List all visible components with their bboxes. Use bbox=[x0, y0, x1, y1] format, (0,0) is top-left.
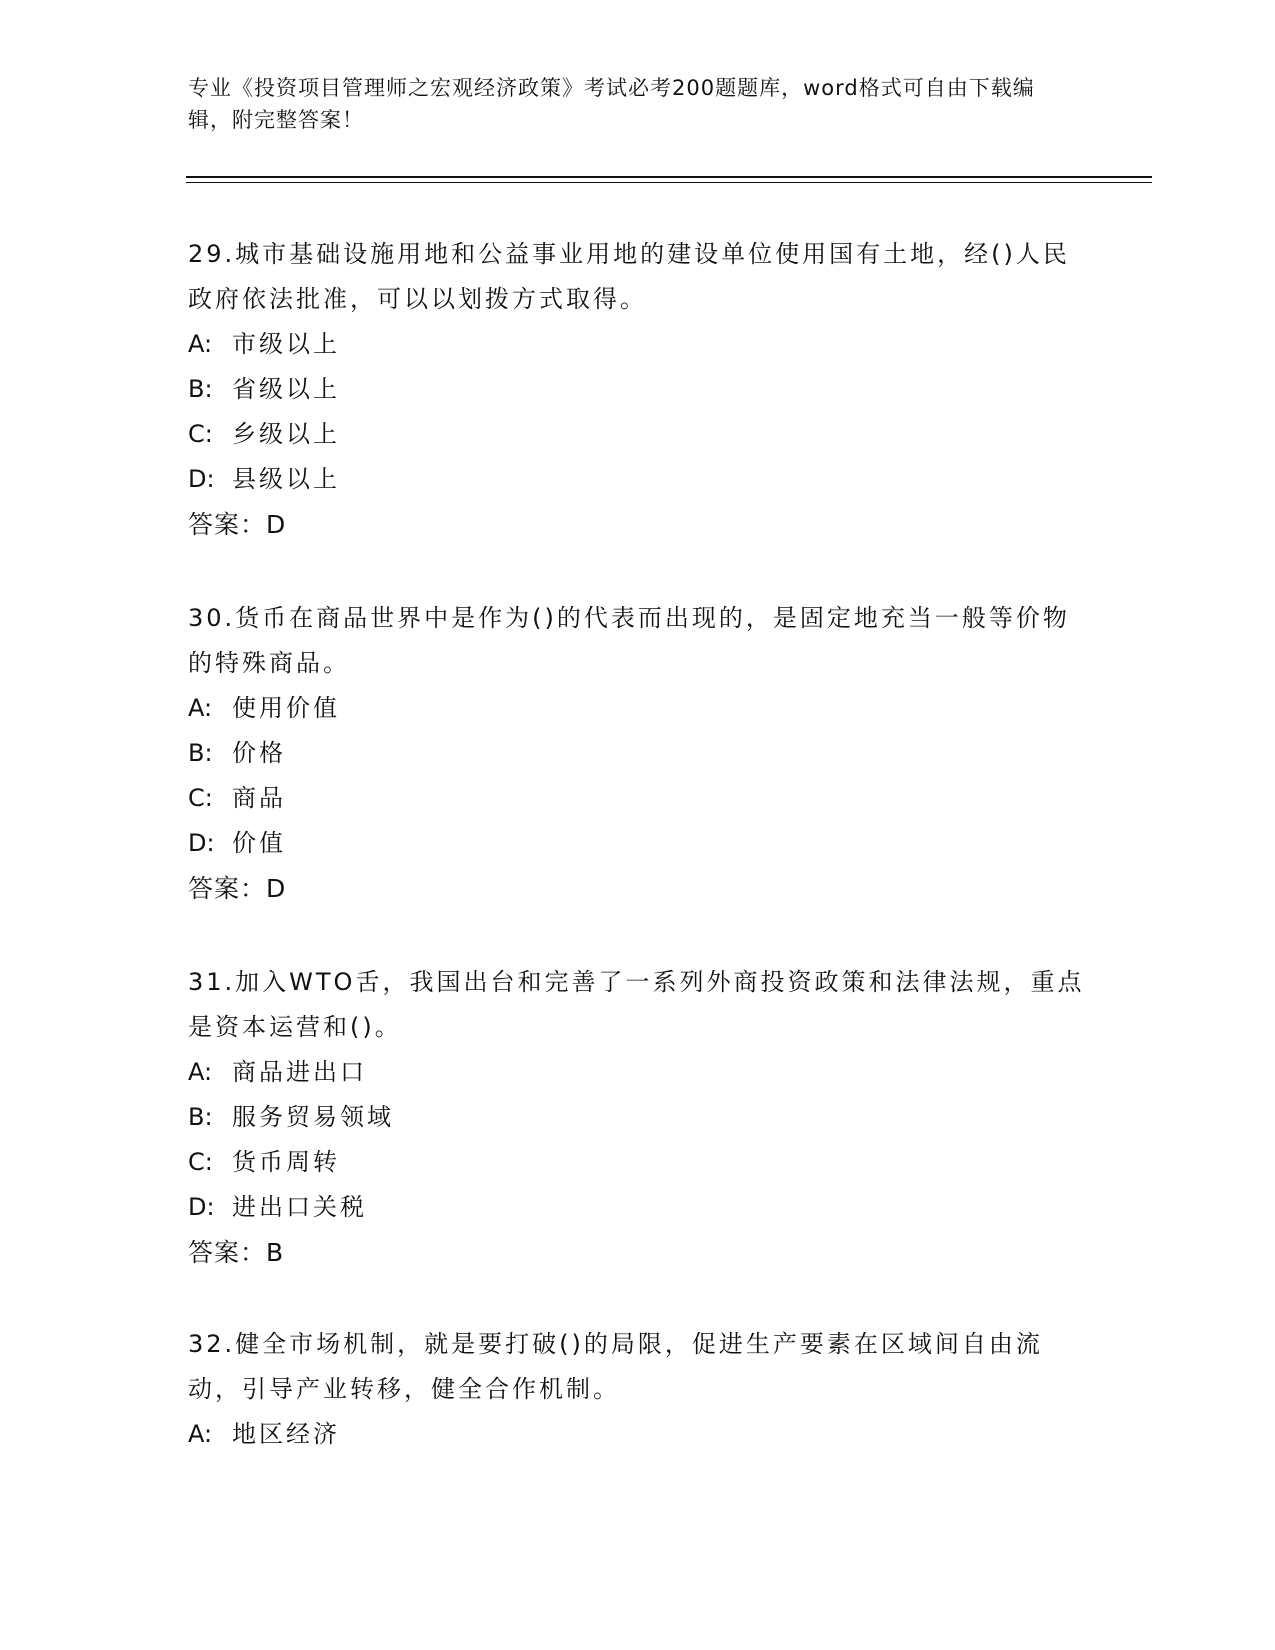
option-key: B: bbox=[188, 375, 213, 403]
answer-line: 答案：B bbox=[188, 1238, 285, 1267]
option-key: C: bbox=[188, 420, 213, 448]
option-key: A: bbox=[188, 1420, 213, 1448]
option-b bbox=[188, 731, 1088, 776]
option-key: C: bbox=[188, 784, 213, 812]
option-d bbox=[188, 821, 1088, 866]
option-text: 商品 bbox=[232, 784, 286, 812]
question-stem: 29.城市基础设施用地和公益事业用地的建设单位使用国有土地，经()人民政府依法批准，可以以划拨方式取得。 bbox=[188, 240, 1070, 313]
question-stem: 32.健全市场机制，就是要打破()的局限，促进生产要素在区域间自由流动，引导产业转移，健全合作机制。 bbox=[188, 1330, 1043, 1403]
header-divider-thick bbox=[186, 176, 1152, 178]
option-text: 货币周转 bbox=[232, 1148, 340, 1176]
question-32 bbox=[188, 1322, 1088, 1457]
option-d bbox=[188, 457, 1088, 502]
option-c bbox=[188, 412, 1088, 457]
option-a bbox=[188, 686, 1088, 731]
option-key: B: bbox=[188, 739, 213, 767]
answer-line: 答案：D bbox=[188, 510, 287, 539]
option-c bbox=[188, 1140, 1088, 1185]
option-c bbox=[188, 776, 1088, 821]
option-a bbox=[188, 322, 1088, 367]
option-a bbox=[188, 1412, 1088, 1457]
option-text: 省级以上 bbox=[232, 375, 340, 403]
option-b bbox=[188, 1095, 1088, 1140]
option-key: A: bbox=[188, 330, 213, 358]
option-text: 进出口关税 bbox=[232, 1193, 367, 1221]
option-d bbox=[188, 1185, 1088, 1230]
question-29 bbox=[188, 232, 1088, 547]
option-text: 地区经济 bbox=[232, 1420, 340, 1448]
option-key: D: bbox=[188, 465, 215, 493]
option-key: B: bbox=[188, 1103, 213, 1131]
question-31 bbox=[188, 960, 1088, 1275]
option-text: 乡级以上 bbox=[232, 420, 340, 448]
option-text: 县级以上 bbox=[232, 465, 340, 493]
question-stem: 30.货币在商品世界中是作为()的代表而出现的，是固定地充当一般等价物的特殊商品。 bbox=[188, 604, 1070, 677]
document-header: 专业《投资项目管理师之宏观经济政策》考试必考200题题库，word格式可自由下载编辑，附完整答案！ bbox=[188, 76, 1035, 132]
option-b bbox=[188, 367, 1088, 412]
answer-line: 答案：D bbox=[188, 874, 287, 903]
option-text: 价格 bbox=[232, 739, 286, 767]
option-text: 价值 bbox=[232, 829, 286, 857]
option-key: D: bbox=[188, 1193, 215, 1221]
question-30 bbox=[188, 596, 1088, 911]
option-a bbox=[188, 1050, 1088, 1095]
option-key: D: bbox=[188, 829, 215, 857]
option-key: A: bbox=[188, 694, 213, 722]
header-divider-thin bbox=[186, 182, 1152, 183]
option-text: 服务贸易领域 bbox=[232, 1103, 394, 1131]
option-text: 使用价值 bbox=[232, 694, 340, 722]
option-text: 市级以上 bbox=[232, 330, 340, 358]
option-key: A: bbox=[188, 1058, 213, 1086]
question-stem: 31.加入WTO舌，我国出台和完善了一系列外商投资政策和法律法规，重点是资本运营和()。 bbox=[188, 968, 1085, 1041]
option-text: 商品进出口 bbox=[232, 1058, 367, 1086]
option-key: C: bbox=[188, 1148, 213, 1176]
